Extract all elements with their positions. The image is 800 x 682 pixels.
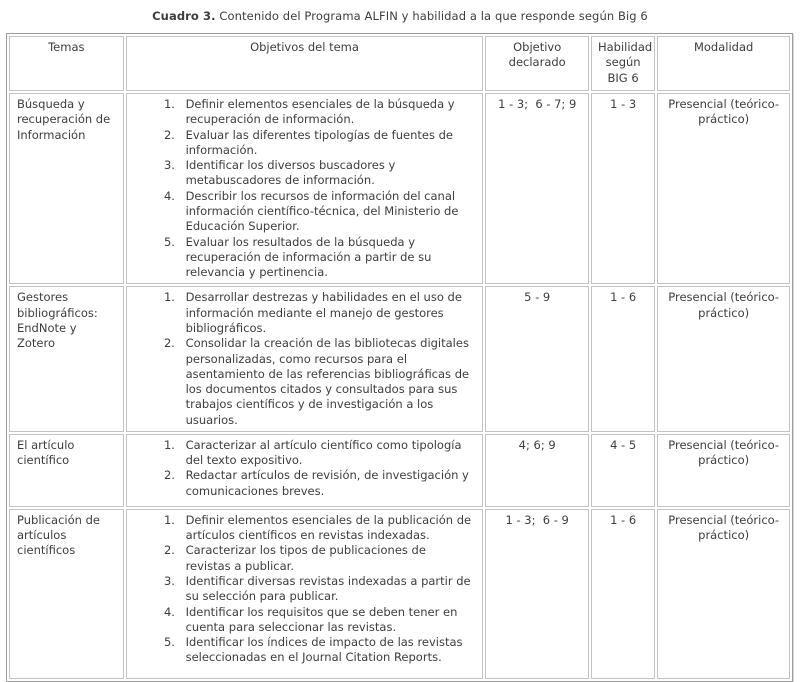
objetivo-item: 1. Desarrollar destrezas y habilidades en el uso de información mediante el manejo de gestores bibliográficos. [179, 290, 475, 336]
habilidad-big6-cell: 4 - 5 [591, 434, 655, 507]
objetivo-declarado-cell: 1 - 3; 6 - 7; 9 [485, 93, 589, 284]
objetivo-item: 5. Identificar los índices de impacto de las revistas seleccionadas en el Journal Citation Reports. [179, 635, 475, 666]
habilidad-big6-cell: 1 - 6 [591, 509, 655, 679]
table-caption [0, 0, 800, 23]
objetivo-item: 2. Redactar artículos de revisión, de investigación y comunicaciones breves. [179, 468, 475, 499]
objetivos-cell [126, 286, 484, 432]
objetivo-item: 5. Evaluar los resultados de la búsqueda y recuperación de información a partir de su relevancia y pertinencia. [179, 235, 475, 281]
tema-cell: Gestores bibliográficos: EndNote y Zotero [9, 286, 124, 432]
objetivos-cell [126, 93, 484, 284]
tema-cell: El artículo científico [9, 434, 124, 507]
objetivos-list [127, 97, 475, 280]
table-row [9, 509, 790, 679]
table-row [9, 434, 790, 507]
caption-label: Cuadro 3. [152, 9, 216, 23]
column-header: Objetivo declarado [485, 36, 589, 91]
objetivo-declarado-cell: 4; 6; 9 [485, 434, 589, 507]
alfin-program-table [6, 33, 793, 682]
objetivo-item: 4. Describir los recursos de información del canal información científico-técnica, del Ministerio de Educación Superior. [179, 189, 475, 235]
column-header: Habilidad según BIG 6 [591, 36, 655, 91]
table-body [9, 93, 790, 679]
objetivo-item: 2. Consolidar la creación de las bibliotecas digitales personalizadas, como recursos para el asentamiento de las referencias bibliográficas de los documentos citados y consultados para sus trabajos científicos y de investigación a los usuarios. [179, 336, 475, 428]
objetivo-declarado-cell: 5 - 9 [485, 286, 589, 432]
column-header: Objetivos del tema [126, 36, 484, 91]
tema-cell: Publicación de artículos científicos [9, 509, 124, 679]
objetivos-list [127, 513, 475, 666]
objetivo-item: 3. Identificar los diversos buscadores y metabuscadores de información. [179, 158, 475, 189]
table-row [9, 286, 790, 432]
objetivos-list [127, 290, 475, 428]
column-header: Modalidad [657, 36, 790, 91]
objetivo-item: 2. Evaluar las diferentes tipologías de fuentes de información. [179, 128, 475, 159]
objetivos-cell [126, 509, 484, 679]
modalidad-cell: Presencial (teórico-práctico) [657, 93, 790, 284]
table-row [9, 93, 790, 284]
habilidad-big6-cell: 1 - 3 [591, 93, 655, 284]
column-header: Temas [9, 36, 124, 91]
header-row [9, 36, 790, 91]
modalidad-cell: Presencial (teórico-práctico) [657, 434, 790, 507]
caption-text: Contenido del Programa ALFIN y habilidad a la que responde según Big 6 [219, 9, 648, 23]
modalidad-cell: Presencial (teórico-práctico) [657, 509, 790, 679]
objetivo-item: 4. Identificar los requisitos que se deben tener en cuenta para seleccionar las revistas. [179, 605, 475, 636]
objetivo-item: 1. Caracterizar al artículo científico como tipología del texto expositivo. [179, 438, 475, 469]
objetivo-declarado-cell: 1 - 3; 6 - 9 [485, 509, 589, 679]
objetivos-cell [126, 434, 484, 507]
habilidad-big6-cell: 1 - 6 [591, 286, 655, 432]
modalidad-cell: Presencial (teórico-práctico) [657, 286, 790, 432]
table-header-row [9, 36, 790, 91]
objetivo-item: 1. Definir elementos esenciales de la búsqueda y recuperación de información. [179, 97, 475, 128]
tema-cell: Búsqueda y recuperación de Información [9, 93, 124, 284]
objetivo-item: 1. Definir elementos esenciales de la publicación de artículos científicos en revistas indexadas. [179, 513, 475, 544]
objetivos-list [127, 438, 475, 499]
objetivo-item: 3. Identificar diversas revistas indexadas a partir de su selección para publicar. [179, 574, 475, 605]
objetivo-item: 2. Caracterizar los tipos de publicaciones de revistas a publicar. [179, 543, 475, 574]
